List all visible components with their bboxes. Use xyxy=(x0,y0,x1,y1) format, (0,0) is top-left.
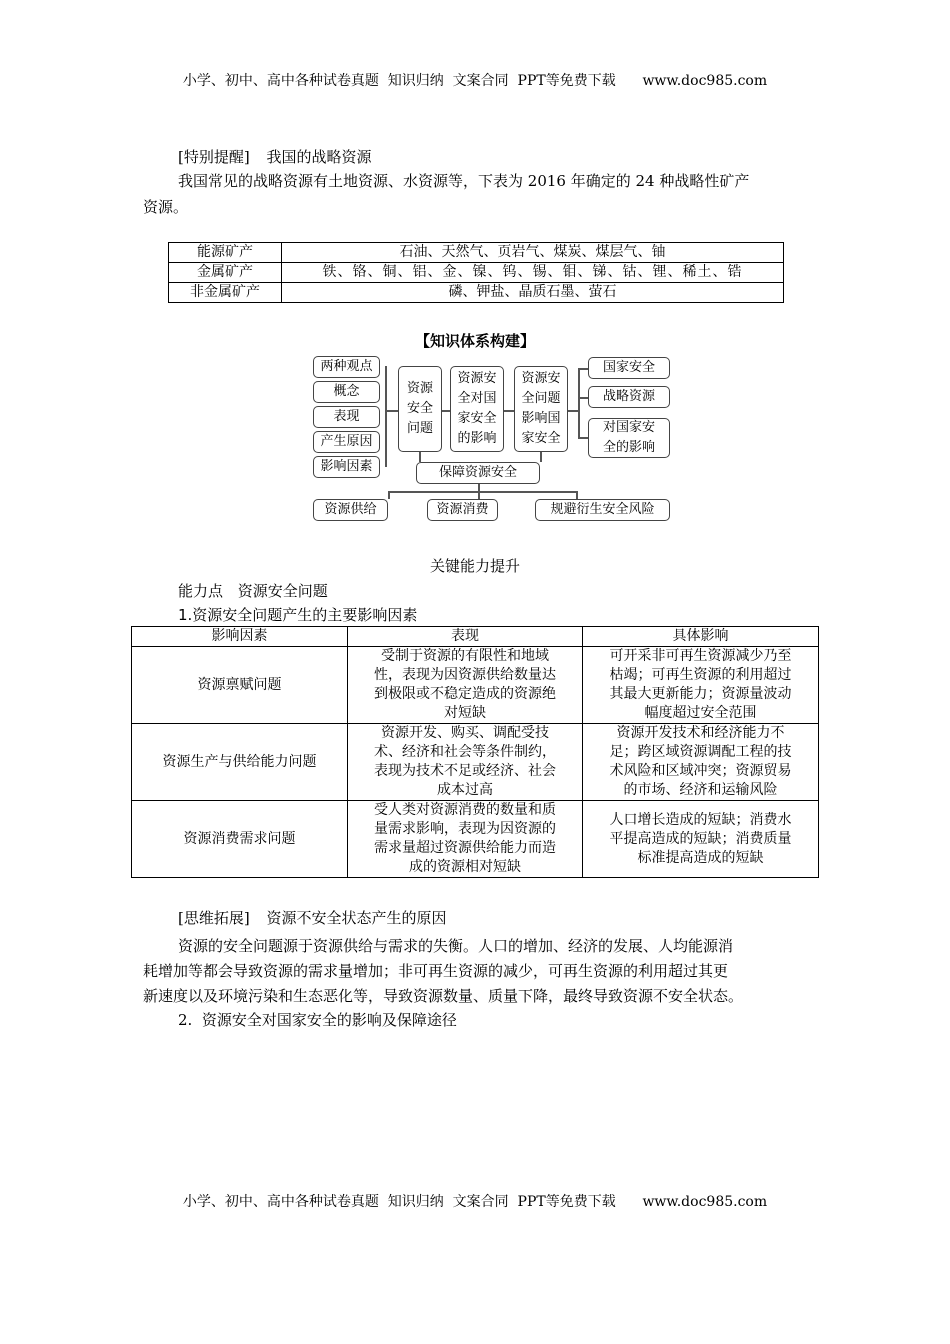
note2-line3: 新速度以及环境污染和生态恶化等，导致资源数量、质量下降，最终导致资源不安全状态。 xyxy=(143,987,744,1005)
text-line: 幅度超过安全范围 xyxy=(644,705,757,721)
left-item-box: 两种观点 xyxy=(313,356,380,378)
text-line: 术、经济和社会等条件制约， xyxy=(374,744,556,760)
text-line: 成的资源相对短缺 xyxy=(409,859,521,875)
note1-body-line2: 资源。 xyxy=(143,198,189,216)
factor-cell: 资源禀赋问题 xyxy=(132,647,348,724)
mineral-category: 金属矿产 xyxy=(169,263,282,283)
note1-title: 我国的战略资源 xyxy=(266,148,372,166)
text-line: 资源开发技术和经济能力不 xyxy=(616,725,785,741)
text-line: 标准提高造成的短缺 xyxy=(637,849,764,866)
table-header-row xyxy=(132,627,819,647)
text-line: 性，表现为因资源供给数量达 xyxy=(374,667,556,683)
text-line: 人口增长造成的短缺；消费水 xyxy=(609,811,792,828)
left-item-box: 概念 xyxy=(313,381,380,403)
knowledge-diagram xyxy=(0,0,950,530)
factor-cell: 资源消费需求问题 xyxy=(132,801,348,878)
center-box-1: 资源安全问题 xyxy=(398,366,442,452)
text-line: 对短缺 xyxy=(444,705,486,721)
table-row xyxy=(132,724,819,801)
column-header: 具体影响 xyxy=(583,627,819,647)
text-line: 平提高造成的短缺；消费质量 xyxy=(609,830,792,847)
column-header: 表现 xyxy=(348,627,583,647)
text-line: 表现为技术不足或经济、社会 xyxy=(374,763,556,779)
text-line: 受制于资源的有限性和地域 xyxy=(381,648,549,664)
text-line: 可开采非可再生资源减少乃至 xyxy=(609,648,792,664)
left-item-box: 产生原因 xyxy=(313,431,380,453)
column-header: 影响因素 xyxy=(132,627,348,647)
text-line: 受人类对资源消费的数量和质 xyxy=(374,802,556,818)
center-box-3: 资源安全问题影响国家安全 xyxy=(514,366,568,452)
manifest-cell xyxy=(348,724,583,801)
page-header: 小学、初中、高中各种试卷真题 知识归纳 文案合同 PPT等免费下载 www.doc985.com xyxy=(182,73,768,89)
table-row xyxy=(132,801,819,878)
manifest-cell xyxy=(348,801,583,878)
note1-body-line1: 我国常见的战略资源有土地资源、水资源等，下表为 2016 年确定的 24 种战略性矿产 xyxy=(178,172,750,190)
ability-point-title: 资源安全问题 xyxy=(237,582,328,600)
text-line: 成本过高 xyxy=(437,782,493,798)
mineral-category: 非金属矿产 xyxy=(169,283,282,303)
text-line: 的市场、经济和运输风险 xyxy=(623,782,778,798)
diagram-title: 【知识体系构建】 xyxy=(414,332,535,350)
right-item-box: 对国家安全的影响 xyxy=(588,418,670,458)
note2-line2: 耗增加等都会导致资源的需求量增加；非可再生资源的减少，可再生资源的利用超过其更 xyxy=(143,962,729,980)
subheading-2: 2. 资源安全对国家安全的影响及保障途径 xyxy=(178,1011,457,1029)
text-line: 足；跨区域资源调配工程的技 xyxy=(609,744,792,760)
left-item-box: 影响因素 xyxy=(313,456,380,478)
text-line: 资源开发、购买、调配受技 xyxy=(381,725,549,741)
right-item-box: 战略资源 xyxy=(588,386,670,408)
factor-table xyxy=(131,626,819,878)
note2-line1: 资源的安全问题源于资源供给与需求的失衡。人口的增加、经济的发展、人均能源消 xyxy=(178,937,734,955)
mineral-category: 能源矿产 xyxy=(169,243,282,263)
text-line: 到极限或不稳定造成的资源绝 xyxy=(374,686,556,702)
note1-label: [特别提醒] xyxy=(178,148,250,166)
left-item-box: 表现 xyxy=(313,406,380,428)
subheading-1: 1.资源安全问题产生的主要影响因素 xyxy=(178,606,418,624)
bottom-item-box: 规避衍生安全风险 xyxy=(535,499,670,521)
right-item-box: 国家安全 xyxy=(588,357,670,379)
mineral-items: 石油、天然气、页岩气、煤炭、煤层气、铀 xyxy=(282,243,784,263)
text-line: 术风险和区域冲突；资源贸易 xyxy=(609,763,792,779)
factor-cell: 资源生产与供给能力问题 xyxy=(132,724,348,801)
note2-label: [思维拓展] xyxy=(178,909,250,927)
text-line: 需求量超过资源供给能力而造 xyxy=(374,840,556,856)
impact-cell xyxy=(583,801,819,878)
manifest-cell xyxy=(348,647,583,724)
note2-title: 资源不安全状态产生的原因 xyxy=(266,909,447,927)
text-line: 量需求影响，表现为因资源的 xyxy=(374,821,556,837)
bottom-item-box: 资源供给 xyxy=(313,499,388,521)
impact-cell xyxy=(583,647,819,724)
mineral-items: 铁、铬、铜、铝、金、镍、钨、锡、钼、锑、钴、锂、稀土、锆 xyxy=(282,263,784,283)
text-line: 其最大更新能力；资源量波动 xyxy=(609,686,792,702)
bottom-main-box: 保障资源安全 xyxy=(416,462,540,484)
center-box-2: 资源安全对国家安全的影响 xyxy=(450,366,504,452)
bottom-item-box: 资源消费 xyxy=(427,499,498,521)
section-title: 关键能力提升 xyxy=(429,557,520,575)
impact-cell xyxy=(583,724,819,801)
mineral-items: 磷、钾盐、晶质石墨、萤石 xyxy=(282,283,784,303)
ability-point-label: 能力点 xyxy=(178,582,224,600)
page-footer: 小学、初中、高中各种试卷真题 知识归纳 文案合同 PPT等免费下载 www.doc985.com xyxy=(182,1194,768,1210)
note2-heading xyxy=(178,904,447,932)
text-line: 枯竭；可再生资源的利用超过 xyxy=(609,667,792,683)
table-row xyxy=(132,647,819,724)
